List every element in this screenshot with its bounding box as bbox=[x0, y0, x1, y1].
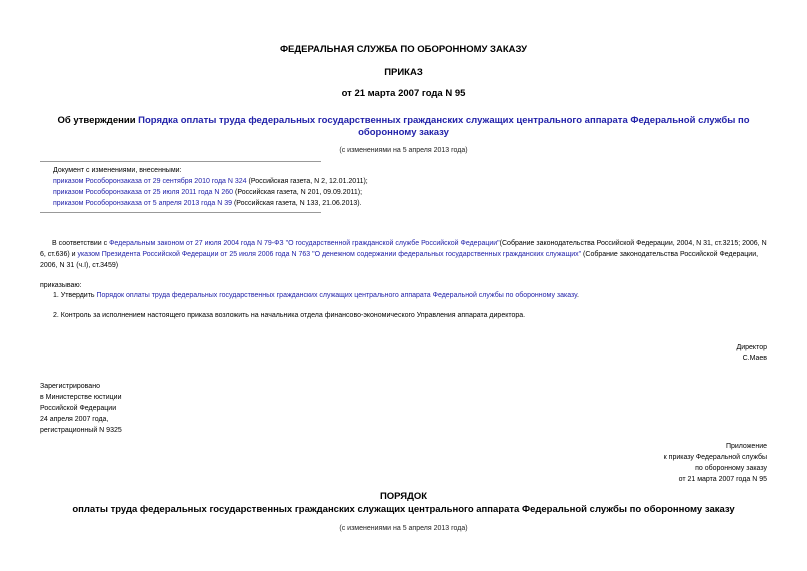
change-source-2: (Российская газета, N 201, 09.09.2011); bbox=[233, 189, 363, 196]
change-item bbox=[53, 176, 368, 187]
order-item-1 bbox=[53, 290, 768, 301]
registration-block bbox=[40, 381, 122, 436]
order-title-link[interactable]: Порядка оплаты труда федеральных государственных гражданских служащих центрального аппарата Федеральной службы по оборонному заказу bbox=[138, 115, 750, 138]
change-item bbox=[53, 198, 368, 209]
order-item-2: 2. Контроль за исполнением настоящего приказа возложить на начальника отдела финансово-экономического Управления аппарата директора. bbox=[53, 312, 526, 319]
appendix-line: по оборонному заказу bbox=[695, 465, 767, 472]
change-link-3[interactable]: приказом Рособоронзаказа от 5 апреля 2013 года N 39 bbox=[53, 200, 233, 207]
appendix-line: от 21 марта 2007 года N 95 bbox=[678, 476, 767, 483]
preamble-text-c: (Собрание законодательства Российской Федерации, 2006, N 31 (ч.I), ст.3459) bbox=[40, 251, 759, 269]
poryadok-link[interactable]: Порядок оплаты труда федеральных государственных гражданских служащих центрального аппарата Федеральной службы по оборонному заказу bbox=[96, 292, 577, 299]
order-title bbox=[50, 115, 757, 139]
preamble-paragraph bbox=[40, 238, 768, 271]
change-source-1: (Российская газета, N 2, 12.01.2011); bbox=[246, 178, 368, 185]
change-source-3: (Российская газета, N 133, 21.06.2013). bbox=[232, 200, 362, 207]
change-link-1[interactable]: приказом Рособоронзаказа от 29 сентября 2010 года N 324 bbox=[53, 178, 247, 185]
registration-line: Российской Федерации bbox=[40, 405, 117, 412]
change-link-2[interactable]: приказом Рособоронзаказа от 25 июля 2011 года N 260 bbox=[53, 189, 234, 196]
orders-word: приказываю: bbox=[40, 282, 82, 289]
registration-line: 24 апреля 2007 года, bbox=[40, 416, 109, 423]
appendix-line: к приказу Федеральной службы bbox=[663, 454, 767, 461]
appendix-line: Приложение bbox=[725, 443, 767, 450]
preamble-text-a: В соответствии с bbox=[52, 240, 110, 247]
changes-block bbox=[53, 165, 368, 209]
signature-position: Директор bbox=[736, 344, 767, 351]
appendix-block bbox=[664, 441, 767, 485]
item1-end: . bbox=[576, 292, 579, 299]
agency-heading: ФЕДЕРАЛЬНАЯ СЛУЖБА ПО ОБОРОННОМУ ЗАКАЗУ bbox=[279, 44, 528, 55]
order-heading: ПРИКАЗ bbox=[384, 67, 423, 78]
preamble-text-b: (Собрание законодательства Российской Федерации, 2004, N 31, ст.3215; 2006, N 6, ст.636) и bbox=[40, 240, 767, 258]
changes-intro: Документ с изменениями, внесенными: bbox=[53, 167, 182, 174]
order-date: от 21 марта 2007 года N 95 bbox=[341, 88, 466, 99]
federal-law-link[interactable]: Федеральным законом от 27 июля 2004 года N 79-ФЗ "О государственной гражданской службе Российской Федерации" bbox=[109, 240, 500, 247]
presidential-decree-link[interactable]: указом Президента Российской Федерации от 25 июля 2006 года N 763 "О денежном содержании федеральных государственных гражданских служащих" bbox=[77, 251, 582, 258]
poryadok-heading: ПОРЯДОК bbox=[379, 491, 428, 502]
order-title-prefix: Об утверждении bbox=[57, 115, 139, 126]
signature-block bbox=[737, 342, 768, 364]
change-item bbox=[53, 187, 368, 198]
registration-line: регистрационный N 9325 bbox=[40, 427, 122, 434]
poryadok-amendment-note: (с изменениями на 5 апреля 2013 года) bbox=[339, 525, 468, 532]
poryadok-subtitle: оплаты труда федеральных государственных гражданских служащих центрального аппарата Федеральной службы по оборонному заказу bbox=[72, 504, 735, 515]
divider-bottom bbox=[40, 212, 321, 213]
item1-text: 1. Утвердить bbox=[53, 292, 97, 299]
amendment-note: (с изменениями на 5 апреля 2013 года) bbox=[339, 147, 468, 154]
divider-top bbox=[40, 161, 321, 162]
registration-line: в Министерстве юстиции bbox=[40, 394, 122, 401]
signature-name: С.Маев bbox=[742, 355, 767, 362]
registration-line: Зарегистрировано bbox=[40, 383, 100, 390]
